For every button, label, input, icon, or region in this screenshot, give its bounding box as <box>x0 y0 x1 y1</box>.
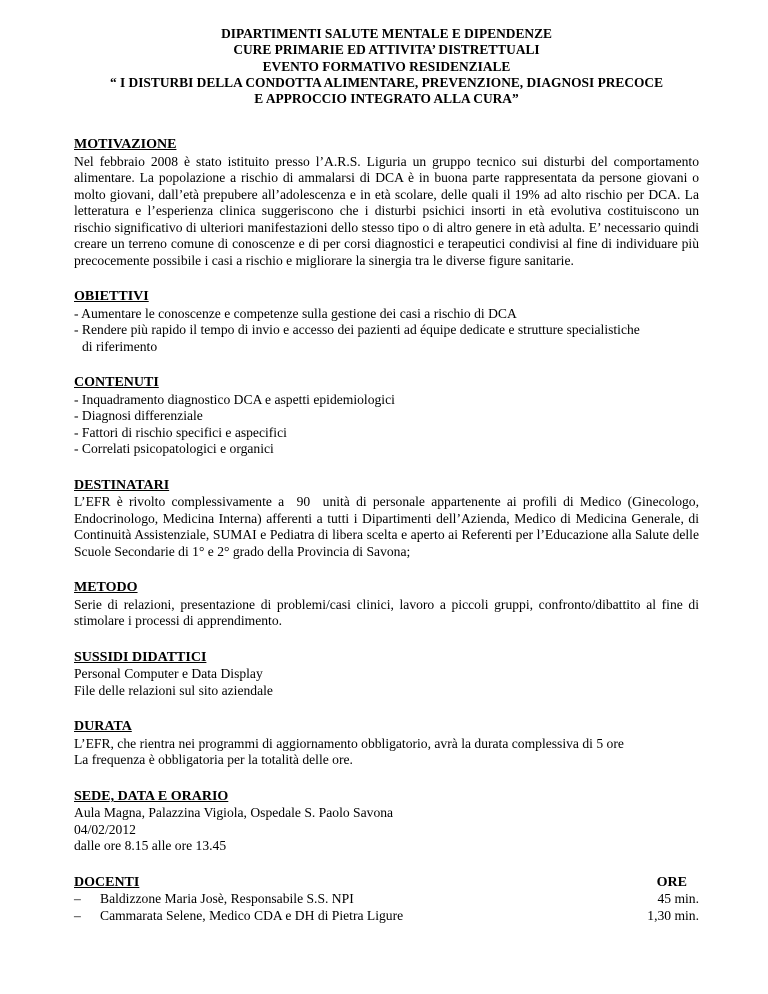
section-contenuti <box>74 375 699 458</box>
document-page <box>74 26 703 924</box>
section-line: dalle ore 8.15 alle ore 13.45 <box>74 838 227 854</box>
section-title: OBIETTIVI <box>74 289 149 305</box>
header-line: DIPARTIMENTI SALUTE MENTALE E DIPENDENZE <box>221 26 552 41</box>
section-motivazione <box>74 137 699 269</box>
section-title: SUSSIDI DIDATTICI <box>74 649 207 665</box>
list-item: - Rendere più rapido il tempo di invio e accesso dei pazienti ad équipe dedicate e strutture specialistiche di riferimento <box>74 322 640 354</box>
docente-entry <box>74 908 403 925</box>
section-line: Aula Magna, Palazzina Vigiola, Ospedale S. Paolo Savona <box>74 805 394 821</box>
list-item: - Fattori di rischio specifici e aspecifici <box>74 424 287 440</box>
section-sussidi <box>74 650 699 700</box>
docente-name: Cammarata Selene, Medico CDA e DH di Pietra Ligure <box>100 907 404 923</box>
section-line: Personal Computer e Data Display <box>74 666 263 682</box>
docente-row <box>74 908 699 925</box>
section-title: DESTINATARI <box>74 477 170 493</box>
docente-time: 1,30 min. <box>647 907 699 923</box>
section-durata <box>74 719 699 769</box>
section-text: L’EFR è rivolto complessivamente a 90 unità di personale appartenente ai profili di Medico (Ginecologo, Endocrinologo, Medicina Interna) afferenti a tutti i Dipartimenti dell’Azienda, Medico di Medicina Generale, di Continuità Assistenziale, SUMAI e Pediatra di libera scelta e aperto ai Referenti per l’Educazione alla Salute delle Scuole Secondarie di 1° e 2° grado della Provincia di Savona; <box>74 494 703 559</box>
docente-name: Baldizzone Maria Josè, Responsabile S.S. NPI <box>100 891 354 907</box>
header-line: EVENTO FORMATIVO RESIDENZIALE <box>262 58 511 74</box>
list-item: - Diagnosi differenziale <box>74 408 203 424</box>
section-text: Nel febbraio 2008 è stato istituito presso l’A.R.S. Liguria un gruppo tecnico sui disturbi del comportamento alimentare. La popolazione a rischio di ammalarsi di DCA è in buona parte rappresentata da persone giovani o molto giovani, dall’età prepubere all’adolescenza e in età scolare, delle quali il 19% ad alto rischio per DCA. La letteratura e l’esperienza clinica suggeriscono che i disturbi psichici insorti in età evolutiva costituiscono un rischio significativo di ulteriori manifestazioni dello stesso tipo o di altro genere in età adulta. E’ necessario quindi creare un terreno comune di conoscenze e di per corsi diagnostici e terapeutici condivisi al fine di individuare più precocemente possibile i casi a rischio e migliorare la sinergia tra le diverse figure sanitarie. <box>74 153 699 268</box>
list-item: - Aumentare le conoscenze e competenze sulla gestione dei casi a rischio di DCA <box>74 305 517 321</box>
section-obiettivi <box>74 289 699 355</box>
docente-row <box>74 891 699 908</box>
document-header <box>74 26 699 107</box>
list-item: - Inquadramento diagnostico DCA e aspetti epidemiologici <box>74 391 395 407</box>
ore-column-title: ORE <box>656 874 687 890</box>
dash-bullet: – <box>74 907 81 923</box>
section-text: Serie di relazioni, presentazione di problemi/casi clinici, lavoro a piccoli gruppi, confronto/dibattito al fine di stimolare i processi di apprendimento. <box>74 596 699 629</box>
section-line: 04/02/2012 <box>74 821 136 837</box>
dash-bullet: – <box>74 891 81 907</box>
list-item: - Correlati psicopatologici e organici <box>74 441 274 457</box>
section-title: METODO <box>74 580 138 596</box>
section-line: La frequenza è obbligatoria per la totalità delle ore. <box>74 752 353 768</box>
section-destinatari <box>74 477 703 561</box>
header-line: E APPROCCIO INTEGRATO ALLA CURA” <box>254 91 519 107</box>
header-line: CURE PRIMARIE ED ATTIVITA’ DISTRETTUALI <box>233 42 540 58</box>
section-title: DOCENTI <box>74 874 140 890</box>
section-metodo <box>74 580 699 630</box>
section-docenti <box>74 875 699 925</box>
section-title: CONTENUTI <box>74 375 159 391</box>
docenti-header <box>74 875 699 892</box>
section-sede <box>74 789 699 855</box>
section-title: DURATA <box>74 719 132 735</box>
docente-time: 45 min. <box>657 891 699 907</box>
section-line: File delle relazioni sul sito aziendale <box>74 682 273 698</box>
docente-entry <box>74 891 354 908</box>
header-line: “ I DISTURBI DELLA CONDOTTA ALIMENTARE, PREVENZIONE, DIAGNOSI PRECOCE <box>109 74 664 90</box>
section-line: L’EFR, che rientra nei programmi di aggiornamento obbligatorio, avrà la durata complessiva di 5 ore <box>74 735 624 751</box>
section-title: MOTIVAZIONE <box>74 137 177 153</box>
section-title: SEDE, DATA E ORARIO <box>74 788 229 804</box>
